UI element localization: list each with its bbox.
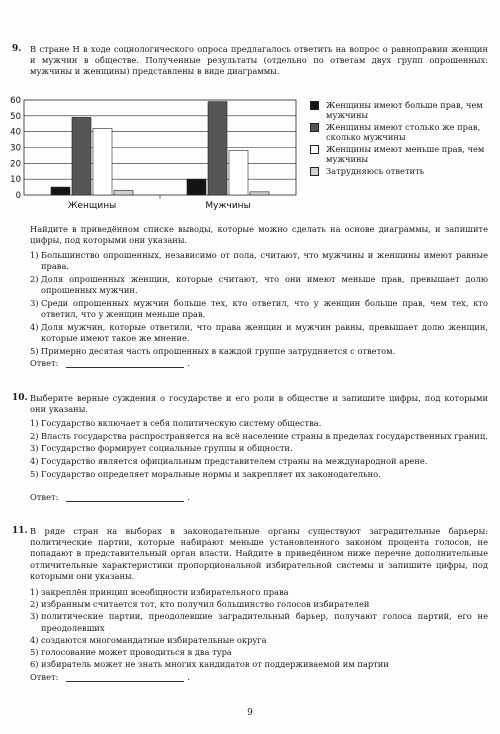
answer-field[interactable] <box>66 673 184 682</box>
option-item: 2) Доля опрошенных женщин, которые считают, что они имеют меньше прав, превышает долю опрошенных мужчин. <box>30 273 488 296</box>
legend-swatch <box>310 101 319 110</box>
question-11-number: 11. <box>12 526 28 536</box>
category-label: Мужчины <box>205 201 251 211</box>
y-tick-label: 40 <box>10 127 21 138</box>
question-9-task: Найдите в приведённом списке выводы, которые можно сделать на основе диаграммы, и запишите цифры, под которыми они указаны. <box>30 224 488 246</box>
y-tick-label: 50 <box>10 111 21 122</box>
option-item: 5) голосование может проводиться в два тура <box>30 647 232 658</box>
option-item: 4) создаются многомандатные избирательные округа <box>30 634 267 645</box>
option-item: 2) избранным считается тот, кто получил большинство голосов избирателей <box>30 599 370 610</box>
legend-swatch <box>310 167 319 176</box>
option-item: 6) избиратель может не знать многих кандидатов от поддерживаемой им партии <box>30 659 389 670</box>
y-tick-label: 30 <box>10 143 21 154</box>
chart-legend <box>310 100 492 176</box>
option-item: 1) Большинство опрошенных, независимо от пола, считают, что мужчины и женщины имеют равные права. <box>30 250 488 272</box>
option-item: 3) Государство формирует социальные группы и общности. <box>30 443 293 454</box>
bar <box>208 102 227 195</box>
bar <box>250 192 269 195</box>
legend-item-fewer-rights <box>310 144 492 164</box>
bar <box>93 129 112 196</box>
question-9-number: 9. <box>12 44 22 54</box>
question-10-number: 10. <box>12 393 28 403</box>
legend-swatch <box>310 123 319 132</box>
option-item: 3) политические партии, преодолевшие заградительный барьер, получают голоса партий, его не преодолевших <box>30 611 488 633</box>
bar <box>51 187 70 195</box>
legend-item-more-rights <box>310 100 492 120</box>
bar <box>72 117 91 195</box>
y-tick-label: 60 <box>10 96 21 106</box>
question-9-intro: В стране Н в ходе социологического опроса предлагалось ответить на вопрос о равноправии женщин и мужчин в обществе. Полученные результаты (отдельно по ответам двух групп опрошенных: мужчины и женщины) представлены в виде диаграммы. <box>30 44 488 77</box>
chart-grid <box>24 100 296 199</box>
option-item: 5) Государство определяет моральные нормы и закрепляет их законодательно. <box>30 468 381 479</box>
y-tick-label: 0 <box>15 191 21 201</box>
legend-item-equal-rights <box>310 122 492 142</box>
legend-swatch <box>310 145 319 154</box>
question-9-answer: Ответ: . <box>30 358 190 368</box>
answer-field[interactable] <box>66 359 184 368</box>
option-item: 3) Среди опрошенных мужчин больше тех, кто ответил, что у женщин больше прав, чем тех, кто ответил, что у женщин меньше прав. <box>30 297 488 320</box>
answer-field[interactable] <box>66 493 184 502</box>
legend-label: Женщины имеют больше прав, чем мужчины <box>326 100 483 120</box>
legend-label: Женщины имеют меньше прав, чем мужчины <box>326 144 485 164</box>
page-number: 9 <box>247 708 253 718</box>
legend-label: Женщины имеют столько же прав, сколько мужчины <box>326 122 481 142</box>
answer-label: Ответ: <box>30 358 59 368</box>
option-item: 5) Примерно десятая часть опрошенных в каждой группе затрудняется с ответом. <box>30 345 396 356</box>
question-11-intro: В ряде стран на выборах в законодательные органы существуют заградительные барьеры: политические партии, которые набирают меньше установленного законом процента голосов, не попадают в представительный орган власти. Найдите в приведённом ниже перечне дополнительные отличительные характеристики пропорциональной избирательной системы и запишите цифры, под которыми они указаны. <box>30 526 488 581</box>
question-10-options <box>30 418 488 480</box>
y-tick-label: 20 <box>10 159 21 170</box>
bar <box>229 151 248 195</box>
chart-y-tick-labels <box>10 96 21 201</box>
bar <box>114 190 133 195</box>
bar <box>187 179 206 195</box>
option-item: 1) закреплён принцип всеобщности избирательного права <box>30 587 289 597</box>
legend-item-undecided <box>310 166 492 176</box>
legend-label: Затрудняюсь ответить <box>326 166 425 176</box>
answer-label: Ответ: <box>30 672 59 682</box>
option-item: 4) Доля мужчин, которые ответили, что права женщин и мужчин равны, превышает долю женщин, которые имеют такое же мнение. <box>30 321 488 343</box>
question-10-answer: Ответ: . <box>30 492 190 502</box>
answer-label: Ответ: <box>30 492 59 502</box>
y-tick-label: 10 <box>10 175 21 186</box>
survey-bar-chart <box>8 92 298 220</box>
option-item: 4) Государство является официальным представителем страны на международной арене. <box>30 456 428 467</box>
question-11-options <box>30 587 488 670</box>
option-item: 1) Государство включает в себя политическую систему общества. <box>30 418 322 428</box>
question-11-answer: Ответ: . <box>30 672 190 682</box>
question-9-options <box>30 250 488 357</box>
chart-category-labels <box>68 201 251 211</box>
option-item: 2) Власть государства распространяется на всё население страны в пределах государственных границ. <box>30 430 488 441</box>
question-10-intro: Выберите верные суждения о государстве и его роли в обществе и запишите цифры, под которыми они указаны. <box>30 393 488 415</box>
category-label: Женщины <box>67 201 117 211</box>
